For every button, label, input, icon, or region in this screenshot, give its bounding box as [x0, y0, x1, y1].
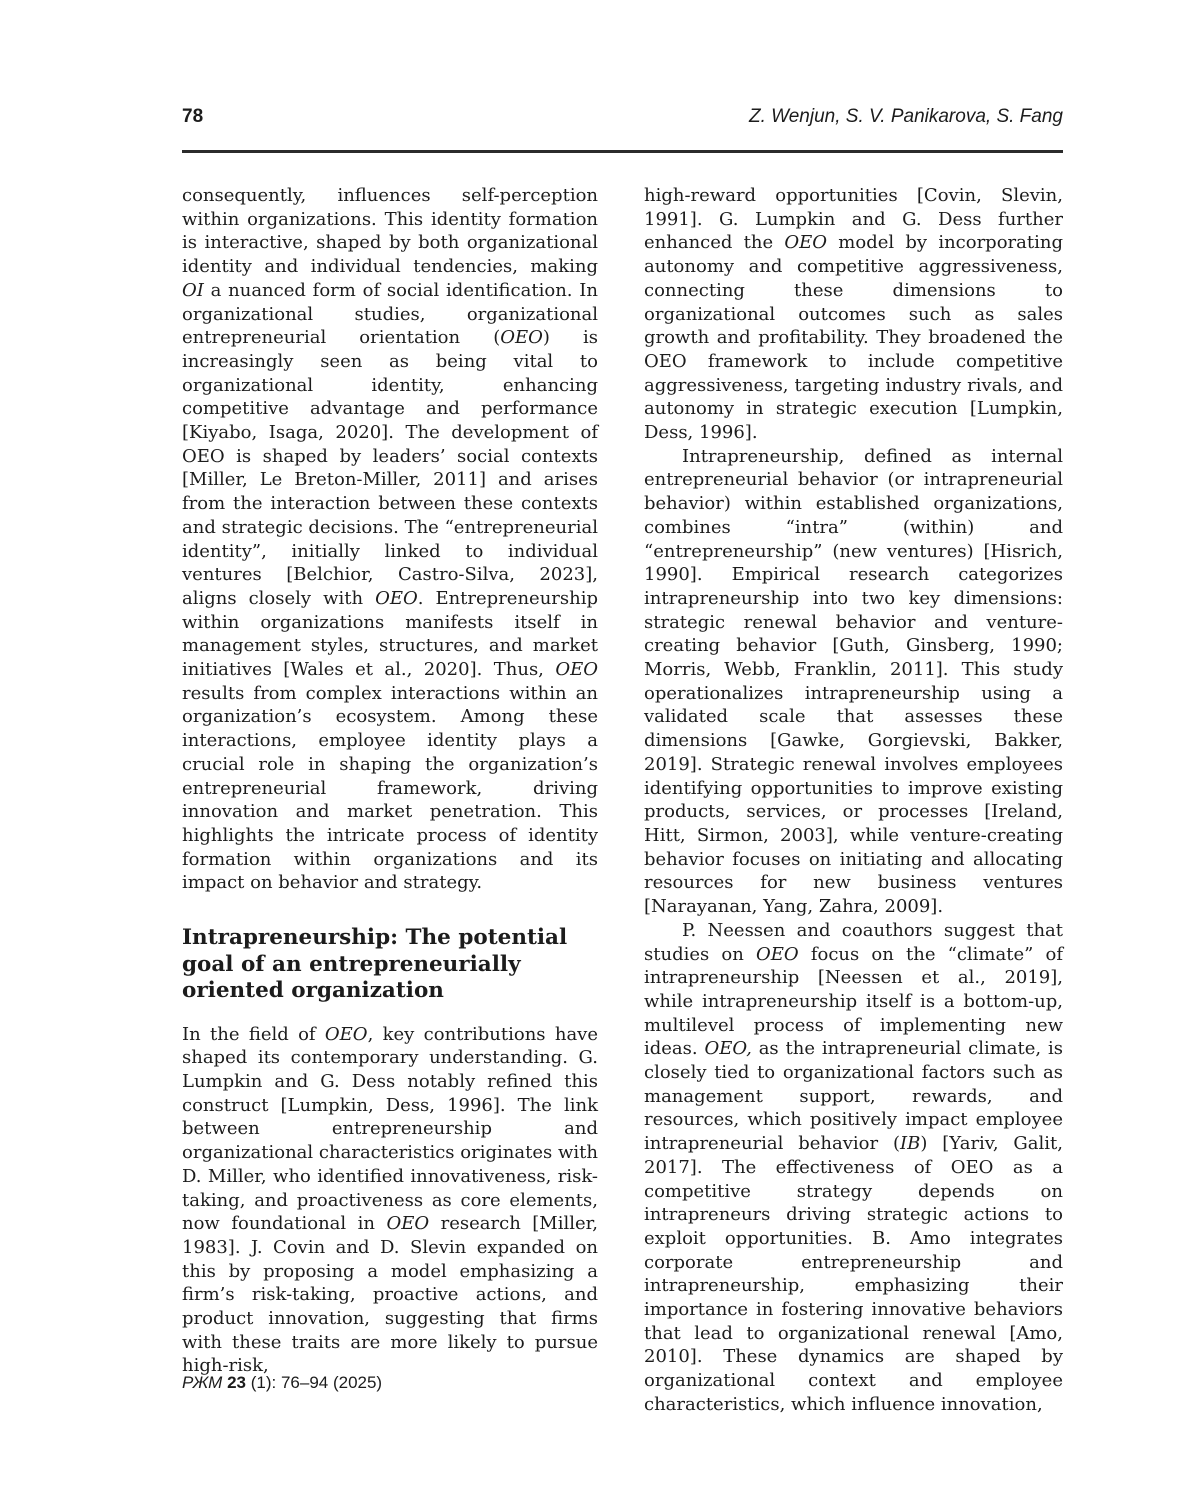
section-heading: Intrapreneurship: The potential goal of an entrepreneurially oriented organization	[182, 925, 568, 1004]
journal-citation	[182, 1373, 382, 1393]
right-column	[644, 184, 1063, 1417]
journal-volume: 23	[227, 1373, 246, 1392]
header-rule	[182, 150, 1063, 153]
body-paragraph: high-reward opportunities [Covin, Slevin, 1991]. G. Lumpkin and G. Dess further enhanced the OEO model by incorporating autonomy and competitive aggressiveness, connecting these dimensions to organizational outcomes such as sales growth and profitability. They broadened the OEO framework to include competitive aggressiveness, targeting industry rivals, and autonomy in strategic execution [Lumpkin, Dess, 1996].	[644, 185, 1063, 444]
body-paragraph: In the field of OEO, key contributions have shaped its contemporary understanding. G. Lumpkin and G. Dess notably refined this construct [Lumpkin, Dess, 1996]. The link between entrepreneurship and organizational characteristics originates with D. Miller, who identified innovativeness, risk-taking, and proactiveness as core elements, now foundational in OEO research [Miller, 1983]. J. Covin and D. Slevin expanded on this by proposing a model emphasizing a firm’s risk-taking, proactive actions, and product innovation, suggesting that firms with these traits are more likely to pursue high-risk,	[182, 1023, 599, 1377]
journal-issue-pages: (1): 76–94 (2025)	[250, 1373, 383, 1392]
body-paragraph: P. Neessen and coauthors suggest that studies on OEO focus on the “climate” of intrapreneurship [Neessen et al., 2019], while intrapreneurship itself is a bottom-up, multilevel process of implementing new ideas. OEO, as the intrapreneurial climate, is closely tied to organizational factors such as management support, rewards, and resources, which positively impact employee intrapreneurial behavior (IB) [Yariv, Galit, 2017]. The effectiveness of OEO as a competitive strategy depends on intrapreneurs driving strategic actions to exploit opportunities. B. Amo integrates corporate entrepreneurship and intrapreneurship, emphasizing their importance in fostering innovative behaviors that lead to organizational renewal [Amo, 2010]. These dynamics are shaped by organizational context and employee characteristics, which influence innovation,	[644, 919, 1064, 1415]
page-number: 78	[182, 106, 204, 127]
body-paragraph: consequently, influences self-perception within organizations. This identity formation is interactive, shaped by both organizational identity and individual tendencies, making OI a nuanced form of social identification. In organizational studies, organizational entrepreneurial orientation (OEO) is increasingly seen as being vital to organizational identity, enhancing competitive advantage and performance [Kiyabo, Isaga, 2020]. The development of OEO is shaped by leaders’ social contexts [Miller, Le Breton-Miller, 2011] and arises from the interaction between these contexts and strategic decisions. The “entrepreneurial identity”, initially linked to individual ventures [Belchior, Castro-Silva, 2023], aligns closely with OEO. Entrepreneurship within organizations manifests itself in management styles, structures, and market initiatives [Wales et al., 2020]. Thus, OEO results from complex interactions within an organization’s ecosystem. Among these interactions, employee identity plays a crucial role in shaping the organization’s entrepreneurial framework, driving innovation and market penetration. This highlights the intricate process of identity formation within organizations and its impact on behavior and strategy.	[182, 185, 599, 894]
left-column	[182, 184, 598, 1378]
journal-abbreviation: РЖМ	[182, 1373, 223, 1392]
page-header	[182, 106, 1063, 128]
body-paragraph: Intrapreneurship, defined as internal entrepreneurial behavior (or intrapreneurial behavior) within established organizations, combines “intra” (within) and “entrepreneurship” (new ventures) [Hisrich, 1990]. Empirical research categorizes intrapreneurship into two key dimensions: strategic renewal behavior and venture-creating behavior [Guth, Ginsberg, 1990; Morris, Webb, Franklin, 2011]. This study operationalizes intrapreneurship using a validated scale that assesses these dimensions [Gawke, Gorgievski, Bakker, 2019]. Strategic renewal involves employees identifying opportunities to improve existing products, services, or processes [Ireland, Hitt, Sirmon, 2003], while venture-creating behavior focuses on initiating and allocating resources for new business ventures [Narayanan, Yang, Zahra, 2009].	[644, 445, 1063, 918]
running-head-authors: Z. Wenjun, S. V. Panikarova, S. Fang	[748, 106, 1063, 127]
